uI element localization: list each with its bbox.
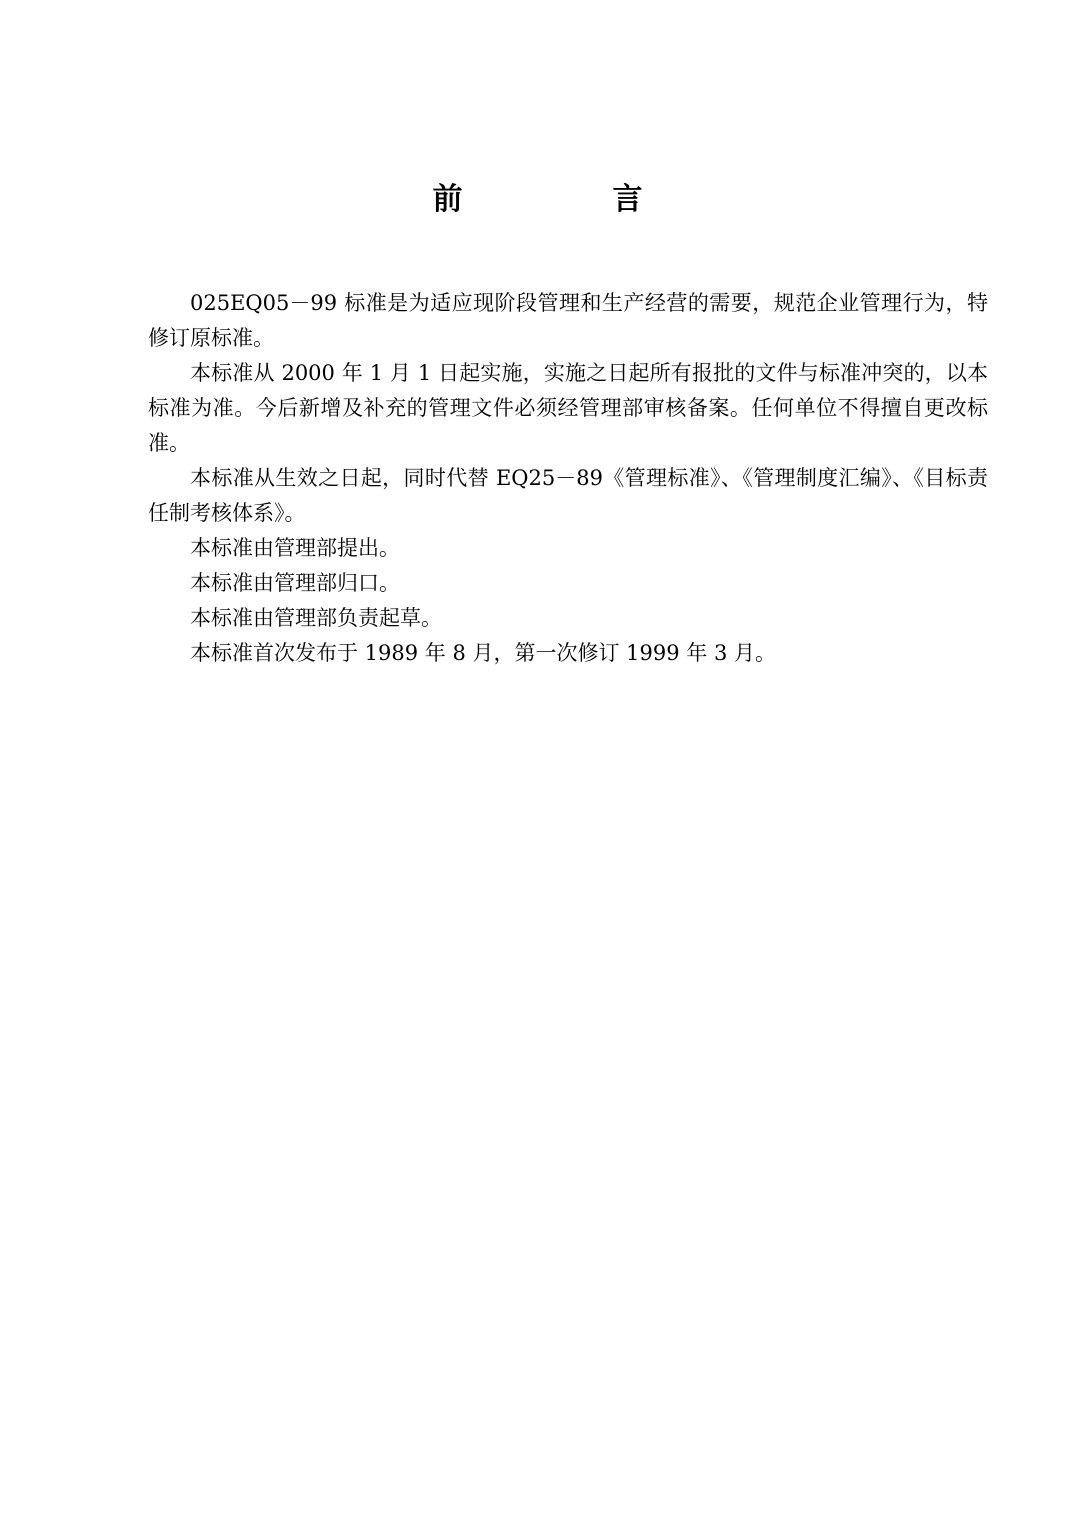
paragraph-purpose: 025EQ05－99 标准是为适应现阶段管理和生产经营的需要，规范企业管理行为，特修订原标准。: [148, 291, 988, 350]
paragraph-centralized-by: 本标准由管理部归口。: [190, 571, 400, 595]
paragraph-history: 本标准首次发布于 1989 年 8 月，第一次修订 1999 年 3 月。: [190, 641, 777, 665]
paragraph-proposed-by: 本标准由管理部提出。: [190, 536, 400, 560]
paragraph-replacement: 本标准从生效之日起，同时代替 EQ25－89《管理标准》、《管理制度汇编》、《目标责任制考核体系》。: [148, 466, 988, 525]
preface-body: [148, 286, 988, 671]
page-title: 前 言: [432, 182, 703, 217]
paragraph-drafted-by: 本标准由管理部负责起草。: [190, 606, 442, 630]
paragraph-effective-date: 本标准从 2000 年 1 月 1 日起实施，实施之日起所有报批的文件与标准冲突的，以本标准为准。今后新增及补充的管理文件必须经管理部审核备案。任何单位不得擅自更改标准。: [148, 361, 988, 455]
